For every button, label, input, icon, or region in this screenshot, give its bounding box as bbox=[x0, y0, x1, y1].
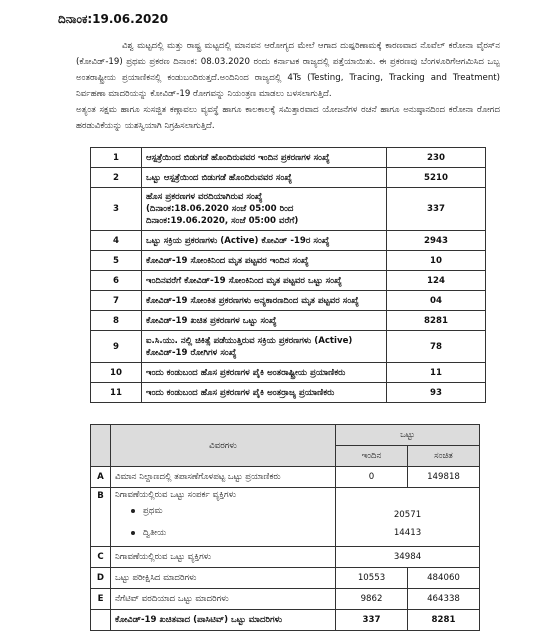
row-value: 124 bbox=[387, 271, 486, 291]
row-desc: ಕೋವಿಡ್-19 ಖಚಿತವಾದ (ಪಾಸಿಟಿವ್) ಒಟ್ಟು ಮಾದರಿಗಳು bbox=[111, 610, 336, 631]
row-number: 1 bbox=[91, 148, 142, 168]
row-value: 8281 bbox=[387, 311, 486, 331]
bullet-icon bbox=[131, 509, 135, 513]
secondary-contacts-value: 14413 bbox=[393, 528, 422, 538]
row-number: 4 bbox=[91, 231, 142, 251]
row-value: 04 bbox=[387, 291, 486, 311]
table2-row-e bbox=[91, 589, 480, 610]
summary-row bbox=[91, 311, 486, 331]
row-description bbox=[142, 291, 387, 311]
description-line: ದಿನಾಂಕ:19.06.2020, ಸಂಜೆ 05:00 ವರೆಗೆ) bbox=[146, 216, 299, 226]
primary-contacts-value: 20571 bbox=[393, 510, 422, 520]
description-line: ಹೊಸ ಪ್ರಕರಣಗಳ ವರದಿಯಾಗಿರುವ ಸಂಖ್ಯೆ bbox=[146, 192, 263, 202]
bulletin-date: ದಿನಾಂಕ:19.06.2020 bbox=[58, 12, 169, 26]
secondary-contacts-label bbox=[115, 522, 331, 544]
summary-row bbox=[91, 271, 486, 291]
intro-text bbox=[76, 38, 500, 134]
row-cumulative: 8281 bbox=[408, 610, 480, 631]
description-line: (ದಿನಾಂಕ:18.06.2020 ಸಂಜೆ 05:00 ರಿಂದ bbox=[146, 204, 294, 214]
summary-row bbox=[91, 251, 486, 271]
intro-paragraph-2: ಅತ್ಯಂತ ಸಕ್ಷಮ ಹಾಗೂ ಸುಸಜ್ಜಿತ ಕಣ್ಗಾವಲು ವ್ಯವಸ್ಥೆ ಹಾಗೂ ಕಾಲಕಾಲಕ್ಕೆ ಸಮಿತ್ತಾರವಾದ ಯೋಜನೆಗಳ ರಚನೆ ಹಾಗೂ ಅನುಷ್ಠಾನದಿಂದ ಕರೋನಾ ರೋಗದ ಹರಡುವಿಕೆಯನ್ನು ಯಶಸ್ವಿಯಾಗಿ ನಿಗ್ರಹಿಸಲಾಗುತ್ತಿದೆ. bbox=[76, 105, 500, 131]
description-line: ಕೋವಿಡ್-19 ಖಚಿತ ಪ್ರಕರಣಗಳ ಒಟ್ಟು ಸಂಖ್ಯೆ bbox=[146, 315, 277, 326]
contacts-values bbox=[336, 488, 480, 547]
row-value: 78 bbox=[387, 331, 486, 363]
description-line: ಇಂದಿನವರೆಗೆ ಕೋವಿಡ್-19 ಸೋಂಕಿನಿಂದ ಮೃತ ಪಟ್ಟವರ ಒಟ್ಟು ಸಂಖ್ಯೆ bbox=[146, 275, 342, 286]
row-today: 9862 bbox=[336, 589, 408, 610]
header-total: ಒಟ್ಟು bbox=[336, 425, 480, 446]
table2-row-a bbox=[91, 467, 480, 488]
bullet-icon bbox=[131, 531, 135, 535]
summary-row bbox=[91, 188, 486, 231]
header-cumulative: ಸಂಚಿತ bbox=[408, 446, 480, 467]
row-description bbox=[142, 311, 387, 331]
row-value: 93 bbox=[387, 383, 486, 403]
row-value: 34984 bbox=[336, 547, 480, 568]
summary-row bbox=[91, 291, 486, 311]
row-number: 5 bbox=[91, 251, 142, 271]
row-number: 7 bbox=[91, 291, 142, 311]
row-desc: ನಿಗಾವಣೆಯಲ್ಲಿರುವ ಒಟ್ಟು ವ್ಯಕ್ತಿಗಳು bbox=[111, 547, 336, 568]
header-blank bbox=[91, 425, 111, 467]
row-number: 11 bbox=[91, 383, 142, 403]
row-letter: A bbox=[91, 467, 111, 488]
description-line: ಕೋವಿಡ್-19 ರೋಗಿಗಳ ಸಂಖ್ಯೆ bbox=[146, 347, 237, 358]
covid-summary-table bbox=[90, 147, 486, 403]
header-details: ವಿವರಗಳು bbox=[111, 425, 336, 467]
row-desc: ವಿಮಾನ ನಿಲ್ದಾಣದಲ್ಲಿ ತಪಾಸಣೆಗೊಳಪಟ್ಟ ಒಟ್ಟು ಪ್ರಯಾಣಿಕರು bbox=[111, 467, 336, 488]
summary-row bbox=[91, 383, 486, 403]
row-cumulative: 149818 bbox=[408, 467, 480, 488]
testing-details-table bbox=[90, 424, 480, 631]
row-description bbox=[142, 251, 387, 271]
summary-row bbox=[91, 363, 486, 383]
summary-row bbox=[91, 231, 486, 251]
description-line: ಇಂದು ಕಂಡುಬಂದ ಹೊಸ ಪ್ರಕರಣಗಳ ಪೈಕಿ ಅಂತರಾಷ್ಟ್ರೀಯ ಪ್ರಯಾಣಿಕರು bbox=[146, 367, 346, 378]
row-desc-group bbox=[111, 488, 336, 547]
row-description bbox=[142, 331, 387, 363]
row-cumulative: 464338 bbox=[408, 589, 480, 610]
intro-paragraph-1: ವಿಶ್ವ ಮಟ್ಟದಲ್ಲಿ ಮತ್ತು ರಾಷ್ಟ್ರ ಮಟ್ಟದಲ್ಲಿ ಮಾನವನ ಆರೋಗ್ಯದ ಮೇಲೆ ಆಗಾದ ದುಷ್ಪರಿಣಾಮಕ್ಕೆ ಕಾರಣವಾದ ನೊವೆಲ್ ಕರೋನಾ ವೈರಸ್‌ನ (ಕೋವಿಡ್-19) ಪ್ರಥಮ ಪ್ರಕರಣ ದಿನಾಂಕ: 08.03.2020 ರಂದು ಕರ್ನಾಟಕ ರಾಜ್ಯದಲ್ಲಿ ಪತ್ತೆಯಾಯಿತು. ಈ ಪ್ರಕರಣವು ಬೆಂಗಳೂರಿಗೆಆಗಮಿಸಿದ ಒಬ್ಬ ಅಂತರಾಷ್ಟ್ರೀಯ ಪ್ರಯಾಣಿಕನಲ್ಲಿ ಕಂಡುಬಂದಿರುತ್ತದೆ.ಅಂದಿನಿಂದ ರಾಜ್ಯದಲ್ಲಿ 4Ts (Testing, Tracing, Tracking and Treatment) ನಿರ್ವಹಣಾ ಮಾದರಿಯನ್ನು ಕೋವಿಡ್-19 ರೋಗವನ್ನು ನಿಯಂತ್ರಣ ಮಾಡಲು ಬಳಸಲಾಗುತ್ತಿದೆ. bbox=[76, 41, 500, 99]
description-line: ಒಟ್ಟು ಸಕ್ರಿಯ ಪ್ರಕರಣಗಳು (Active) ಕೋವಿಡ್ -19ರ ಸಂಖ್ಯೆ bbox=[146, 235, 330, 246]
row-number: 6 bbox=[91, 271, 142, 291]
row-letter: D bbox=[91, 568, 111, 589]
row-description bbox=[142, 363, 387, 383]
summary-row bbox=[91, 331, 486, 363]
row-today: 337 bbox=[336, 610, 408, 631]
sub-label: ದ್ವಿತೀಯ bbox=[143, 528, 167, 538]
row-today: 0 bbox=[336, 467, 408, 488]
description-line: ಆಸ್ಪತ್ರೆಯಿಂದ ಬಿಡುಗಡೆ ಹೊಂದಿರುವವರ ಇಂದಿನ ಪ್ರಕರಣಗಳ ಸಂಖ್ಯೆ bbox=[146, 152, 330, 163]
table2-row-b bbox=[91, 488, 480, 547]
sub-label: ಪ್ರಥಮ bbox=[143, 506, 163, 516]
table2-header-row bbox=[91, 425, 480, 446]
table2-row-positive bbox=[91, 610, 480, 631]
row-letter bbox=[91, 610, 111, 631]
header-today: ಇಂದಿನ bbox=[336, 446, 408, 467]
row-letter: E bbox=[91, 589, 111, 610]
table2-row-d bbox=[91, 568, 480, 589]
row-value: 10 bbox=[387, 251, 486, 271]
row-number: 9 bbox=[91, 331, 142, 363]
row-letter: C bbox=[91, 547, 111, 568]
summary-row bbox=[91, 168, 486, 188]
row-value: 2943 bbox=[387, 231, 486, 251]
description-line: ಐ.ಸಿ.ಯು. ನಲ್ಲಿ ಚಿಕಿತ್ಸೆ ಪಡೆಯುತ್ತಿರುವ ಸಕ್ರಿಯ ಪ್ರಕರಣಗಳು (Active) bbox=[146, 335, 353, 346]
row-description bbox=[142, 271, 387, 291]
row-desc: ನಿಗಾವಣೆಯಲ್ಲಿರುವ ಒಟ್ಟು ಸಂಪರ್ಕ ವ್ಯಕ್ತಿಗಳು bbox=[115, 490, 237, 500]
row-desc: ನೆಗೆಟಿವ್ ವರದಿಯಾದ ಒಟ್ಟು ಮಾದರಿಗಳು bbox=[111, 589, 336, 610]
row-value: 5210 bbox=[387, 168, 486, 188]
row-description bbox=[142, 168, 387, 188]
row-cumulative: 484060 bbox=[408, 568, 480, 589]
table2-row-c bbox=[91, 547, 480, 568]
row-description bbox=[142, 188, 387, 231]
row-number: 10 bbox=[91, 363, 142, 383]
row-number: 2 bbox=[91, 168, 142, 188]
description-line: ಇಂದು ಕಂಡುಬಂದ ಹೊಸ ಪ್ರಕರಣಗಳ ಪೈಕಿ ಅಂತರ್ರಾಜ್ಯ ಪ್ರಯಾಣಿಕರು bbox=[146, 387, 335, 398]
description-line: ಒಟ್ಟು ಆಸ್ಪತ್ರೆಯಿಂದ ಬಿಡುಗಡೆ ಹೊಂದಿರುವವರ ಸಂಖ್ಯೆ bbox=[146, 172, 293, 183]
description-line: ಕೋವಿಡ್-19 ಸೋಂಕಿತ ಪ್ರಕರಣಗಳು ಅನ್ಯಕಾರಣದಿಂದ ಮೃತ ಪಟ್ಟವರ ಸಂಖ್ಯೆ bbox=[146, 295, 359, 306]
row-number: 8 bbox=[91, 311, 142, 331]
row-desc: ಒಟ್ಟು ಪರೀಕ್ಷಿಸಿದ ಮಾದರಿಗಳು bbox=[111, 568, 336, 589]
row-number: 3 bbox=[91, 188, 142, 231]
row-description bbox=[142, 383, 387, 403]
row-today: 10553 bbox=[336, 568, 408, 589]
row-description bbox=[142, 231, 387, 251]
description-line: ಕೋವಿಡ್-19 ಸೋಂಕಿನಿಂದ ಮೃತ ಪಟ್ಟವರ ಇಂದಿನ ಸಂಖ್ಯೆ bbox=[146, 255, 309, 266]
row-letter: B bbox=[91, 488, 111, 547]
row-value: 337 bbox=[387, 188, 486, 231]
row-value: 11 bbox=[387, 363, 486, 383]
row-description bbox=[142, 148, 387, 168]
row-value: 230 bbox=[387, 148, 486, 168]
summary-row bbox=[91, 148, 486, 168]
primary-contacts-label bbox=[115, 500, 331, 522]
